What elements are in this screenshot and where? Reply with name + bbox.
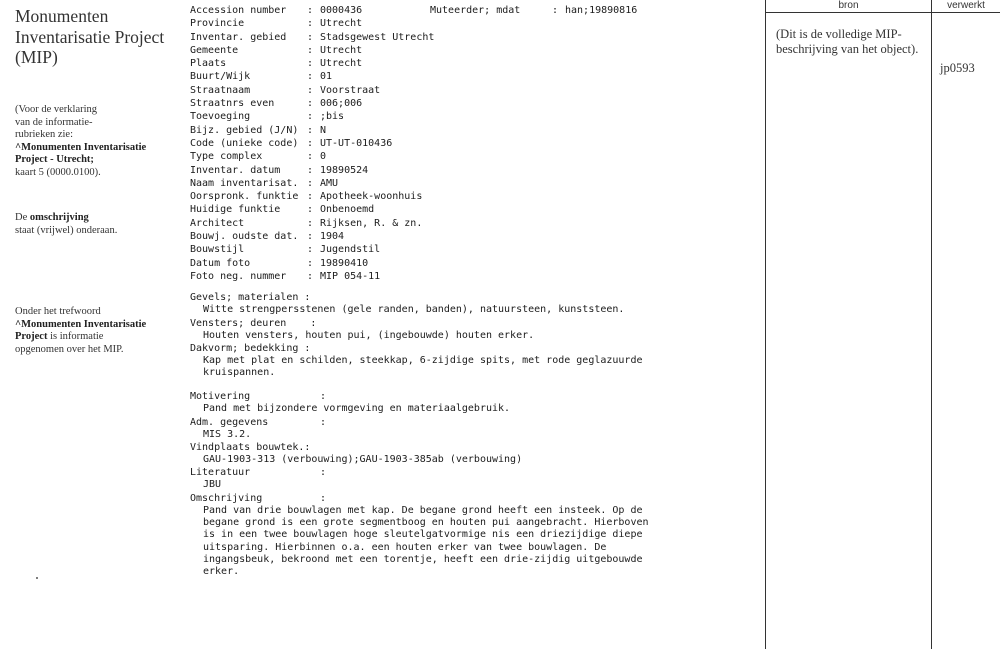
column-divider-right: [931, 0, 932, 649]
section-header: [190, 492, 760, 505]
field-value: Rijksen, R. & zn.: [320, 217, 423, 229]
field-label: Bouwj. oudste dat.: [190, 231, 299, 243]
field-separator: :: [307, 137, 314, 149]
field-label: Huidige funktie: [190, 204, 281, 216]
note-line: opgenomen over het MIP.: [15, 343, 124, 355]
section-separator: :: [320, 492, 327, 504]
field-value: UT-UT-010436: [320, 137, 393, 149]
field-value: Apotheek-woonhuis: [320, 191, 423, 203]
header-rule: [765, 12, 1000, 13]
field-value: 01: [320, 71, 333, 83]
record-section: [190, 492, 760, 579]
section-body: Pand met bijzondere vormgeving en materiaalgebruik.: [203, 403, 511, 415]
note-text: De: [15, 212, 30, 223]
field-row: [190, 31, 760, 44]
section-separator: :: [320, 391, 327, 403]
section-header: [190, 441, 760, 454]
field-value: Voorstraat: [320, 84, 381, 96]
note-line: (Voor de verklaring: [15, 104, 98, 115]
field-value: 1904: [320, 231, 345, 243]
field-row: [190, 164, 760, 177]
field-row: [190, 70, 760, 83]
record-section: [190, 291, 760, 316]
field-label: Code (unieke code): [190, 137, 299, 149]
field-separator: :: [307, 44, 314, 56]
note-text: is informatie: [47, 331, 104, 342]
field-separator: :: [307, 231, 314, 243]
section-label: Motivering: [190, 391, 251, 403]
field-value: ;bis: [320, 111, 345, 123]
field-value: Onbenoemd: [320, 204, 375, 216]
field-separator: :: [307, 151, 314, 163]
field-value: N: [320, 124, 327, 136]
field-label: Gemeente: [190, 44, 239, 56]
note-bold: ^Monumenten Inventarisatie: [15, 141, 147, 153]
mutator-separator: :: [552, 5, 559, 16]
field-row: [190, 217, 760, 230]
record-sections-description: [190, 390, 760, 578]
stray-dot: [36, 577, 38, 579]
mip-record: [190, 4, 760, 578]
section-label: Literatuur: [190, 467, 251, 479]
section-separator: :: [320, 416, 327, 428]
field-row: [190, 137, 760, 150]
record-section: [190, 390, 760, 415]
field-row: [190, 243, 760, 256]
section-header: [190, 390, 760, 403]
field-row: [190, 57, 760, 70]
field-label: Type complex: [190, 151, 263, 163]
section-body: JBU: [203, 479, 222, 491]
section-body: GAU-1903-313 (verbouwing);GAU-1903-385ab (verbouwing): [203, 454, 523, 466]
note-bold: omschrijving: [29, 212, 89, 223]
record-sections-materials: [190, 291, 760, 379]
note-bold: Project - Utrecht;: [15, 154, 94, 165]
left-note-legend: [15, 104, 175, 179]
field-separator: :: [307, 111, 314, 123]
section-label: Adm. gegevens: [190, 416, 269, 428]
field-label: Buurt/Wijk: [190, 71, 251, 83]
note-line: Onder het trefwoord: [15, 306, 101, 317]
field-label: Foto neg. nummer: [190, 270, 287, 282]
field-label: Provincie: [190, 18, 245, 30]
field-row: [190, 190, 760, 203]
note-line: staat (vrijwel) onderaan.: [15, 224, 118, 236]
field-separator: :: [307, 204, 314, 216]
field-value: 0: [320, 151, 327, 163]
field-row: [190, 257, 760, 270]
record-section: [190, 342, 760, 380]
field-separator: :: [307, 177, 314, 189]
section-label: Dakvorm; bedekking :: [190, 342, 311, 354]
field-row: [190, 270, 760, 283]
field-value: MIP 054-11: [320, 270, 381, 282]
field-separator: :: [307, 244, 314, 256]
field-value: Utrecht: [320, 18, 363, 30]
field-row: [190, 230, 760, 243]
field-value: 19890524: [320, 164, 369, 176]
section-header: [190, 466, 760, 479]
bron-header: bron: [838, 0, 859, 11]
verwerkt-text: jp0593: [940, 61, 975, 75]
note-line: van de informatie-: [15, 116, 93, 128]
section-body: Houten vensters, houten pui, (ingebouwde) houten erker.: [203, 329, 535, 341]
column-divider-left: [765, 0, 766, 649]
section-label: Omschrijving: [190, 492, 263, 504]
note-line: rubrieken zie:: [15, 129, 74, 140]
verwerkt-header: verwerkt: [947, 0, 985, 11]
field-value: 0000436: [320, 5, 363, 16]
field-row: [190, 84, 760, 97]
field-value: 19890410: [320, 257, 369, 269]
field-label: Oorspronk. funktie: [190, 191, 299, 203]
field-separator: :: [307, 270, 314, 282]
left-note-omschrijving: [15, 212, 175, 237]
record-section: [190, 317, 760, 342]
field-separator: :: [307, 124, 314, 136]
left-note-trefwoord: [15, 306, 175, 356]
field-row: [190, 124, 760, 137]
field-row: [190, 4, 760, 17]
field-label: Accession number: [190, 5, 287, 16]
field-separator: :: [307, 164, 314, 176]
field-separator: :: [307, 257, 314, 269]
record-section: [190, 466, 760, 491]
field-label: Naam inventarisat.: [190, 177, 299, 189]
section-body: Pand van drie bouwlagen met kap. De begane grond heeft een insteek. Op de begane grond is een grote segmentboog en houten pui aangebracht. Hierboven is in een twee bouwlagen hoge sleutelgatvormige nis een driezijdige diepe uitsparing. Hierbinnen o.a. een houten erker van twee bouwlagen. De ingangsbeuk, bekroond met een torentje, heeft een drie-zijdig uitgebouwde erker.: [203, 504, 649, 578]
note-line: kaart 5 (0000.0100).: [15, 166, 101, 178]
section-body: Witte strengpersstenen (gele randen, banden), natuursteen, kunststeen.: [203, 304, 625, 316]
field-row: [190, 44, 760, 57]
field-separator: :: [307, 71, 314, 83]
mutator-value: han;19890816: [565, 5, 638, 16]
field-value: Utrecht: [320, 58, 363, 70]
mutator-field: [430, 4, 637, 17]
section-body: Kap met plat en schilden, steekkap, 6-zijdige spits, met rode geglazuurde kruispannen.: [203, 354, 643, 379]
field-separator: :: [307, 191, 314, 203]
field-row: [190, 97, 760, 110]
section-separator: :: [320, 467, 327, 479]
field-label: Inventar. gebied: [190, 31, 287, 43]
field-separator: :: [307, 5, 314, 16]
section-label: Vindplaats bouwtek.:: [190, 442, 311, 454]
field-separator: :: [307, 98, 314, 110]
section-label: Vensters; deuren :: [190, 317, 317, 329]
field-label: Architect: [190, 217, 245, 229]
field-label: Plaats: [190, 58, 227, 70]
field-separator: :: [307, 18, 314, 30]
note-bold: ^Monumenten Inventarisatie: [15, 318, 147, 330]
record-section: [190, 416, 760, 441]
field-value: AMU: [320, 177, 339, 189]
field-label: Inventar. datum: [190, 164, 281, 176]
field-value: Utrecht: [320, 44, 363, 56]
field-label: Bijz. gebied (J/N): [190, 124, 299, 136]
field-label: Bouwstijl: [190, 244, 245, 256]
bron-text: (Dit is de volledige MIP-beschrijving van het object).: [776, 27, 919, 56]
left-title: Monumenten Inventarisatie Project (MIP): [15, 6, 165, 67]
field-label: Straatnaam: [190, 84, 251, 96]
field-separator: :: [307, 31, 314, 43]
section-label: Gevels; materialen :: [190, 292, 311, 304]
mutator-label: Muteerder; mdat: [430, 5, 521, 16]
field-label: Straatnrs even: [190, 98, 275, 110]
note-bold: Project: [15, 331, 48, 342]
field-row: [190, 177, 760, 190]
field-separator: :: [307, 217, 314, 229]
record-fields: [190, 4, 760, 283]
field-separator: :: [307, 58, 314, 70]
field-row: [190, 17, 760, 30]
field-label: Toevoeging: [190, 111, 251, 123]
field-label: Datum foto: [190, 257, 251, 269]
field-separator: :: [307, 84, 314, 96]
section-body: MIS 3.2.: [203, 428, 252, 440]
field-row: [190, 203, 760, 216]
field-value: Jugendstil: [320, 244, 381, 256]
field-value: Stadsgewest Utrecht: [320, 31, 435, 43]
field-row: [190, 150, 760, 163]
record-section: [190, 441, 760, 466]
field-row: [190, 110, 760, 123]
section-header: [190, 416, 760, 429]
field-value: 006;006: [320, 98, 363, 110]
